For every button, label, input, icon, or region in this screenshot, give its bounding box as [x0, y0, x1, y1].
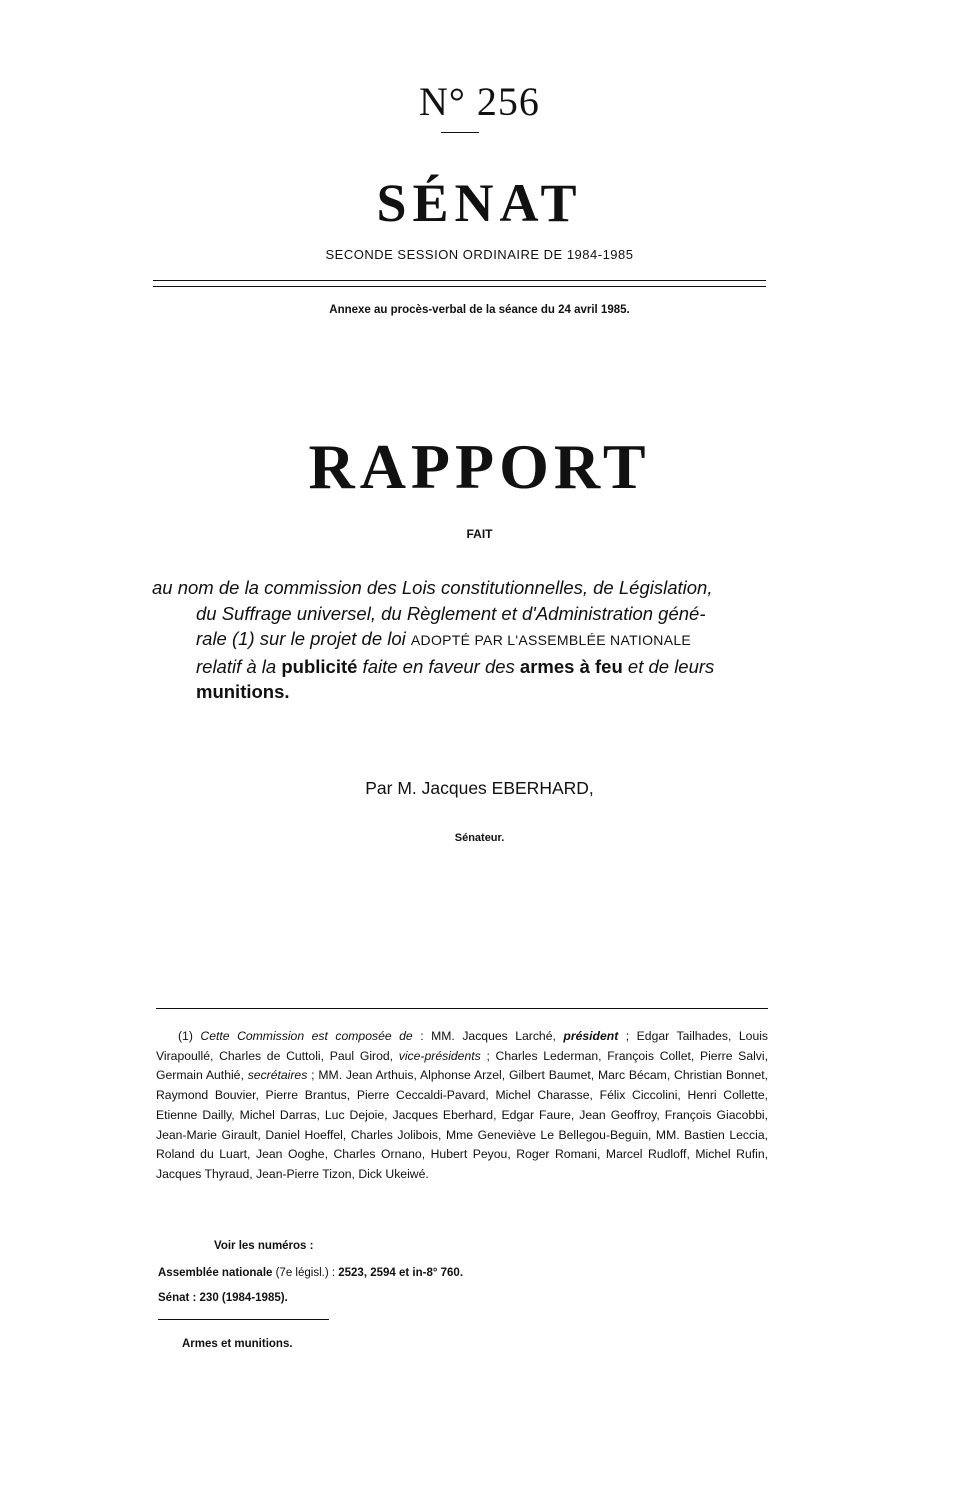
report-subtitle: FAIT: [466, 527, 493, 541]
subject-text: faite en faveur des: [357, 655, 520, 677]
footnote-text: ; MM. Jean Arthuis, Alphonse Arzel, Gilbert Baumet, Marc Bécam, Christian Bonnet, Raymond Bouvier, Pierre Brantus, Pierre Ceccaldi-Pavard, Michel Charasse, Félix Ciccolini, Henri Collette, Etienne Dailly, Michel Darras, Luc Dejoie, Jacques Eberhard, Edgar Faure, Jean Geoffroy, François Giacobbi, Jean-Marie Girault, Daniel Hoeffel, Charles Jolibois, Mme Geneviève Le Bellegou-Beguin, MM. Bastien Leccia, Roland du Luart, Jean Ooghe, Charles Ornano, Hubert Peyou, Roger Romani, Marcel Rudloff, Michel Rufin, Jacques Thyraud, Jean-Pierre Tizon, Dick Ukeiwé.: [156, 1068, 768, 1181]
footnote-marker: (1): [178, 1029, 201, 1043]
session-line: SECONDE SESSION ORDINAIRE DE 1984-1985: [325, 247, 634, 262]
references-heading: Voir les numéros :: [214, 1240, 314, 1252]
references-rule: [158, 1319, 329, 1320]
subject-line-1: au nom de la commission des Lois constitutionnelles, de Législation,: [152, 577, 713, 598]
report-subject: [152, 575, 768, 705]
senate-reference: Sénat : 230 (1984-1985).: [158, 1292, 288, 1304]
footnote: [156, 1027, 768, 1185]
footnote-text: : MM. Jacques Larché,: [412, 1029, 564, 1043]
assembly-label: Assemblée nationale: [158, 1267, 273, 1279]
header-rule-bottom: [153, 286, 766, 287]
subject-text: et de leurs: [622, 655, 715, 677]
footnote-intro: Cette Commission est composée de: [200, 1029, 413, 1043]
footnote-role: secrétaires: [247, 1068, 308, 1083]
author-role: Sénateur.: [454, 832, 505, 844]
subject-emphasis: publicité: [281, 655, 358, 677]
footnote-role: président: [563, 1029, 619, 1043]
subject-line-3: [152, 626, 768, 654]
footnote-rule: [156, 1008, 768, 1009]
header-rule-top: [153, 280, 766, 281]
author-name: Par M. Jacques EBERHARD,: [365, 778, 594, 798]
subject-line-4: [152, 654, 768, 680]
subject-emphasis: armes à feu: [519, 655, 623, 677]
chamber-title: SÉNAT: [376, 173, 583, 233]
footnote-text: ; Edgar Tailhades, Louis Virapoullé, Charles de Cuttoli, Paul Girod,: [156, 1029, 769, 1063]
report-title: RAPPORT: [308, 431, 651, 502]
assembly-numbers: 2523, 2594 et in-8° 760.: [338, 1267, 464, 1279]
footnote-text: ; Charles Lederman, François Collet, Pierre Salvi, Germain Authié,: [156, 1048, 768, 1083]
keywords: Armes et munitions.: [182, 1338, 293, 1350]
assembly-reference: [158, 1267, 463, 1279]
subject-line-5: munitions.: [196, 681, 290, 702]
document-number: N° 256: [419, 79, 540, 124]
subject-text: rale (1) sur le projet de loi: [196, 628, 411, 649]
number-underline: [441, 132, 479, 133]
annexe-line: Annexe au procès-verbal de la séance du 24 avril 1985.: [329, 304, 630, 316]
subject-text: relatif à la: [196, 655, 282, 677]
footnote-role: vice-présidents: [398, 1048, 481, 1063]
adopted-by-assembly: ADOPTÉ PAR L'ASSEMBLÉE NATIONALE: [410, 632, 692, 648]
subject-line-2: du Suffrage universel, du Règlement et d'Administration géné-: [196, 602, 706, 624]
assembly-legislature: (7e législ.) :: [272, 1267, 339, 1279]
